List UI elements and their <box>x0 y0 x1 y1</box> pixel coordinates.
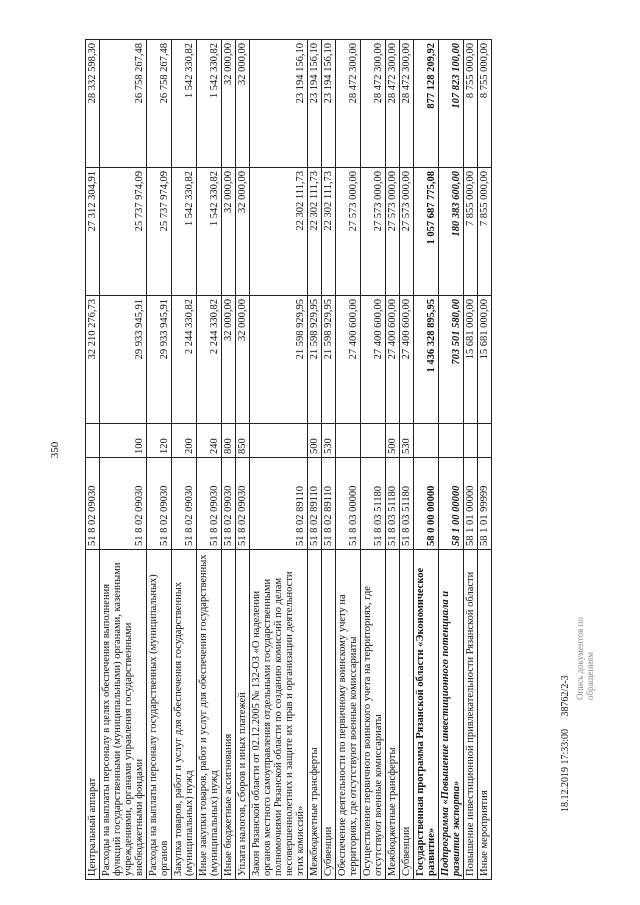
row-value-2020: 703 501 580,00 <box>439 296 464 424</box>
row-expense-type: 500 <box>308 424 322 458</box>
row-code: 51 8 03 00000 <box>336 458 361 550</box>
row-name: Межбюджетные трансферты <box>386 550 400 880</box>
row-value-2020: 1 436 328 895,95 <box>414 296 439 424</box>
row-value-2022: 28 332 598,30 <box>86 40 100 168</box>
row-code: 51 8 02 09030 <box>172 458 197 550</box>
row-value-2021: 25 737 974,09 <box>100 168 147 296</box>
row-value-2022: 26 758 267,48 <box>100 40 147 168</box>
row-value-2021: 22 302 111,73 <box>308 168 322 296</box>
table-row <box>236 40 250 880</box>
table-row <box>464 40 478 880</box>
row-value-2021: 27 573 000,00 <box>400 168 414 296</box>
row-value-2022: 28 472 300,00 <box>386 40 400 168</box>
row-name: Центральный аппарат <box>86 550 100 880</box>
table-row <box>322 40 336 880</box>
row-code: 58 0 00 00000 <box>414 458 439 550</box>
budget-table-body <box>86 40 492 880</box>
table-row <box>222 40 236 880</box>
row-value-2021: 25 737 974,09 <box>147 168 172 296</box>
row-value-2021: 27 312 304,91 <box>86 168 100 296</box>
row-code: 51 8 02 09030 <box>236 458 250 550</box>
row-expense-type <box>336 424 361 458</box>
row-code: 51 8 02 09030 <box>147 458 172 550</box>
row-value-2020: 27 400 600,00 <box>361 296 386 424</box>
row-expense-type: 530 <box>322 424 336 458</box>
row-expense-type: 200 <box>172 424 197 458</box>
row-value-2021: 1 542 330,82 <box>172 168 197 296</box>
row-expense-type <box>361 424 386 458</box>
row-value-2022: 1 542 330,82 <box>172 40 197 168</box>
row-code: 51 8 02 89110 <box>250 458 308 550</box>
table-row <box>361 40 386 880</box>
table-row <box>100 40 147 880</box>
row-code: 51 8 03 51180 <box>400 458 414 550</box>
table-row <box>478 40 492 880</box>
table-row <box>197 40 222 880</box>
row-name: Иные закупки товаров, работ и услуг для обеспечения государственных (муниципальных) нужд <box>197 550 222 880</box>
row-value-2020: 32 000,00 <box>236 296 250 424</box>
row-name: Расходы на выплаты персоналу государственных (муниципальных) органов <box>147 550 172 880</box>
row-expense-type <box>478 424 492 458</box>
footer-doc-id: 38762/2-3 <box>560 675 571 717</box>
row-code: 51 8 03 51180 <box>386 458 400 550</box>
row-value-2022: 32 000,00 <box>222 40 236 168</box>
row-code: 51 8 02 09030 <box>197 458 222 550</box>
row-value-2020: 2 244 330,82 <box>197 296 222 424</box>
row-name: Межбюджетные трансферты <box>308 550 322 880</box>
row-value-2020: 21 598 929,95 <box>308 296 322 424</box>
row-name: Уплата налогов, сборов и иных платежей <box>236 550 250 880</box>
row-value-2020: 29 933 945,91 <box>147 296 172 424</box>
budget-table <box>85 39 492 880</box>
row-value-2020: 21 598 929,95 <box>250 296 308 424</box>
row-value-2022: 28 472 300,00 <box>336 40 361 168</box>
row-expense-type: 800 <box>222 424 236 458</box>
row-name: Иные мероприятия <box>478 550 492 880</box>
row-name: Государственная программа Рязанской области «Экономическое развитие» <box>414 550 439 880</box>
page-number: 350 <box>49 441 61 459</box>
budget-table-wrapper <box>85 40 555 880</box>
row-value-2021: 27 573 000,00 <box>361 168 386 296</box>
row-value-2020: 32 000,00 <box>222 296 236 424</box>
table-row <box>386 40 400 880</box>
row-value-2022: 23 194 156,10 <box>308 40 322 168</box>
stamp-line: Опись документов по <box>575 617 585 700</box>
table-row <box>439 40 464 880</box>
row-value-2021: 1 542 330,82 <box>197 168 222 296</box>
row-value-2020: 27 400 600,00 <box>400 296 414 424</box>
row-value-2021: 32 000,00 <box>236 168 250 296</box>
row-name: Закупка товаров, работ и услуг для обеспечения государственных (муниципальных) нужд <box>172 550 197 880</box>
row-expense-type: 530 <box>400 424 414 458</box>
row-code: 51 8 02 89110 <box>308 458 322 550</box>
row-value-2020: 29 933 945,91 <box>100 296 147 424</box>
row-name: Иные бюджетные ассигнования <box>222 550 236 880</box>
row-code: 51 8 02 09030 <box>100 458 147 550</box>
row-value-2020: 15 681 000,00 <box>464 296 478 424</box>
row-value-2021: 27 573 000,00 <box>386 168 400 296</box>
row-expense-type: 500 <box>386 424 400 458</box>
row-expense-type <box>464 424 478 458</box>
row-value-2022: 8 755 000,00 <box>478 40 492 168</box>
row-code: 51 8 03 51180 <box>361 458 386 550</box>
row-value-2022: 877 128 209,92 <box>414 40 439 168</box>
row-value-2022: 28 472 300,00 <box>361 40 386 168</box>
stamp-line: обращениям <box>585 652 595 700</box>
row-value-2020: 21 598 929,95 <box>322 296 336 424</box>
row-name: Субвенции <box>322 550 336 880</box>
row-value-2022: 1 542 330,82 <box>197 40 222 168</box>
table-row <box>86 40 100 880</box>
row-value-2020: 32 210 276,73 <box>86 296 100 424</box>
row-code: 51 8 02 09030 <box>222 458 236 550</box>
row-value-2022: 32 000,00 <box>236 40 250 168</box>
row-name: Обеспечение деятельности по первичному воинскому учету на территориях, где отсутствуют военные комиссариаты <box>336 550 361 880</box>
table-row <box>308 40 322 880</box>
table-row <box>172 40 197 880</box>
row-value-2021: 7 855 000,00 <box>478 168 492 296</box>
row-value-2020: 2 244 330,82 <box>172 296 197 424</box>
row-value-2021: 7 855 000,00 <box>464 168 478 296</box>
row-value-2020: 27 400 600,00 <box>386 296 400 424</box>
row-expense-type: 850 <box>236 424 250 458</box>
table-row <box>414 40 439 880</box>
archive-stamp <box>575 617 595 700</box>
row-expense-type <box>250 424 308 458</box>
row-code: 58 1 01 99999 <box>478 458 492 550</box>
row-code: 58 1 00 00000 <box>439 458 464 550</box>
footer-date: 18.12.2019 17:33:00 <box>560 728 571 812</box>
table-row <box>250 40 308 880</box>
row-code: 51 8 02 09030 <box>86 458 100 550</box>
row-value-2022: 28 472 300,00 <box>400 40 414 168</box>
row-expense-type <box>86 424 100 458</box>
row-value-2020: 15 681 000,00 <box>478 296 492 424</box>
row-expense-type <box>414 424 439 458</box>
row-value-2022: 26 758 267,48 <box>147 40 172 168</box>
row-value-2021: 1 057 687 775,08 <box>414 168 439 296</box>
row-value-2021: 180 383 600,00 <box>439 168 464 296</box>
row-value-2021: 22 302 111,73 <box>250 168 308 296</box>
row-value-2022: 107 823 100,00 <box>439 40 464 168</box>
row-code: 58 1 01 00000 <box>464 458 478 550</box>
row-name: Закон Рязанской области от 02.12.2005 № 132-ОЗ «О наделении органов местного самоуправления отдельными государственными полномочиями Рязанской области по созданию комиссий по делам несовершеннолетних и защите их прав и организации деятельности этих комиссий» <box>250 550 308 880</box>
row-name: Субвенции <box>400 550 414 880</box>
row-expense-type: 100 <box>100 424 147 458</box>
row-value-2021: 22 302 111,73 <box>322 168 336 296</box>
row-expense-type: 120 <box>147 424 172 458</box>
table-row <box>147 40 172 880</box>
row-name: Расходы на выплаты персоналу в целях обеспечения выполнения функций государственными (муниципальными) органами, казенными учреждениями, органами управления государственными внебюджетными фондами <box>100 550 147 880</box>
row-name: Подпрограмма «Повышение инвестиционного потенциала и развитие экспорта» <box>439 550 464 880</box>
row-name: Повышение инвестиционной привлекательности Рязанской области <box>464 550 478 880</box>
table-row <box>400 40 414 880</box>
row-value-2020: 27 400 600,00 <box>336 296 361 424</box>
row-value-2021: 27 573 000,00 <box>336 168 361 296</box>
row-expense-type <box>439 424 464 458</box>
row-code: 51 8 02 89110 <box>322 458 336 550</box>
row-value-2022: 23 194 156,10 <box>322 40 336 168</box>
row-value-2022: 8 755 000,00 <box>464 40 478 168</box>
row-value-2022: 23 194 156,10 <box>250 40 308 168</box>
row-name: Осуществление первичного воинского учета на территориях, где отсутствуют военные комиссариаты <box>361 550 386 880</box>
row-expense-type: 240 <box>197 424 222 458</box>
row-value-2021: 32 000,00 <box>222 168 236 296</box>
table-row <box>336 40 361 880</box>
